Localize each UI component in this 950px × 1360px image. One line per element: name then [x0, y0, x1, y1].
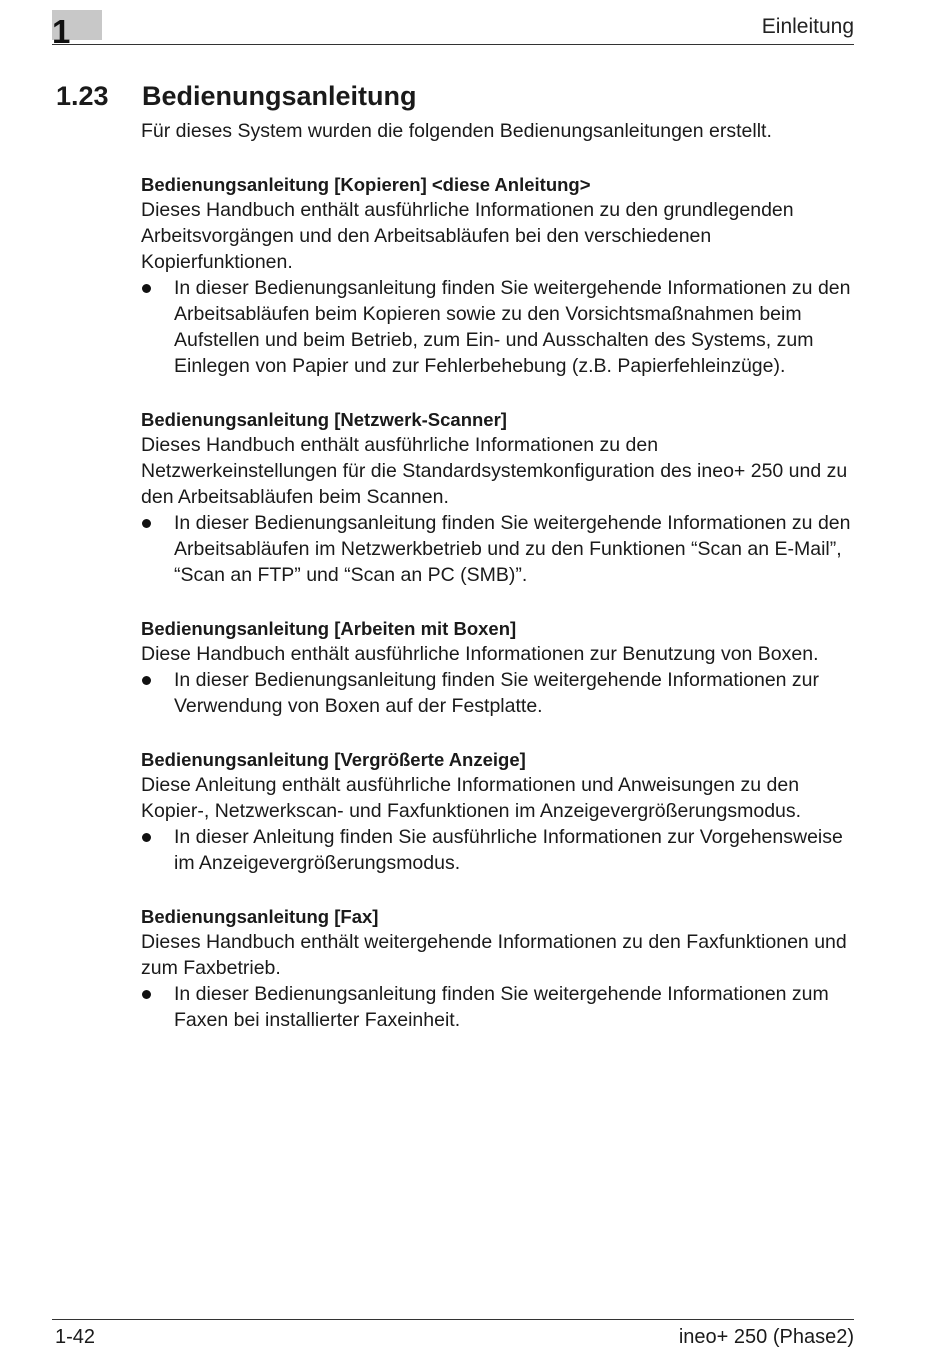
- section-intro: Für dieses System wurden die folgenden Bedienungsanleitungen erstellt.: [141, 120, 772, 142]
- manual-title: Bedienungsanleitung [Vergrößerte Anzeige]: [141, 749, 526, 770]
- manual-entry-fax: [141, 905, 853, 1033]
- manual-title: Bedienungsanleitung [Fax]: [141, 906, 379, 927]
- manual-entry-box: [141, 617, 853, 719]
- bullet-item: [141, 824, 853, 876]
- bullet-text: In dieser Bedienungsanleitung finden Sie weitergehende Informationen zur Verwendung von Boxen auf der Festplatte.: [174, 669, 820, 717]
- manual-title: Bedienungsanleitung [Kopieren] <diese Anleitung>: [141, 174, 591, 195]
- chapter-number: 1: [52, 13, 71, 50]
- bullet-icon: [142, 284, 151, 293]
- section-number: 1.23: [56, 81, 109, 111]
- manual-entry-copy: [141, 173, 853, 379]
- section-title: Bedienungsanleitung: [142, 81, 417, 111]
- chapter-title: Einleitung: [761, 15, 854, 38]
- bullet-item: [141, 981, 853, 1033]
- bullet-text: In dieser Bedienungsanleitung finden Sie weitergehende Informationen zum Faxen bei installierter Faxeinheit.: [174, 983, 829, 1031]
- manual-entry-enlarged-display: [141, 748, 853, 876]
- bullet-icon: [142, 519, 151, 528]
- footer-divider: [52, 1319, 854, 1320]
- page-number: 1-42: [55, 1326, 96, 1348]
- bullet-text: In dieser Anleitung finden Sie ausführliche Informationen zur Vorgehensweise im Anzeigevergrößerungsmodus.: [174, 826, 843, 874]
- manual-title: Bedienungsanleitung [Netzwerk-Scanner]: [141, 409, 507, 430]
- product-model: ineo+ 250 (Phase2): [678, 1326, 854, 1348]
- bullet-icon: [142, 833, 151, 842]
- bullet-icon: [142, 990, 151, 999]
- manual-description: Dieses Handbuch enthält weitergehende Informationen zu den Faxfunktionen und zum Faxbetrieb.: [141, 931, 847, 979]
- bullet-text: In dieser Bedienungsanleitung finden Sie weitergehende Informationen zu den Arbeitsabläufen im Netzwerkbetrieb und zu den Funktionen “Scan an E-Mail”, “Scan an FTP” und “Scan an PC (SMB)”.: [174, 512, 851, 586]
- manual-description: Diese Anleitung enthält ausführliche Informationen und Anweisungen zu den Kopier-, Netzwerkscan- und Faxfunktionen im Anzeigevergrößerungsmodus.: [141, 774, 802, 822]
- manual-description: Diese Handbuch enthält ausführliche Informationen zur Benutzung von Boxen.: [141, 643, 819, 665]
- bullet-icon: [142, 676, 151, 685]
- manual-description: Dieses Handbuch enthält ausführliche Informationen zu den grundlegenden Arbeitsvorgängen und den Arbeitsabläufen bei den verschiedenen Kopierfunktionen.: [141, 199, 794, 273]
- manual-description: Dieses Handbuch enthält ausführliche Informationen zu den Netzwerkeinstellungen für die Standardsystemkonfiguration des ineo+ 250 und zu den Arbeitsabläufen beim Scannen.: [141, 434, 848, 508]
- manual-entry-network-scanner: [141, 408, 853, 588]
- bullet-item: [141, 510, 853, 588]
- section-heading: [56, 79, 417, 113]
- bullet-item: [141, 275, 853, 379]
- bullet-text: In dieser Bedienungsanleitung finden Sie weitergehende Informationen zu den Arbeitsabläufen beim Kopieren sowie zu den Vorsichtsmaßnahmen beim Aufstellen und beim Betrieb, zum Ein- und Ausschalten des Systems, zum Einlegen von Papier und zur Fehlerbehebung (z.B. Papierfehleinzüge).: [174, 277, 851, 377]
- manual-title: Bedienungsanleitung [Arbeiten mit Boxen]: [141, 618, 517, 639]
- header-divider: [52, 44, 854, 45]
- bullet-item: [141, 667, 853, 719]
- main-content: [141, 118, 853, 1062]
